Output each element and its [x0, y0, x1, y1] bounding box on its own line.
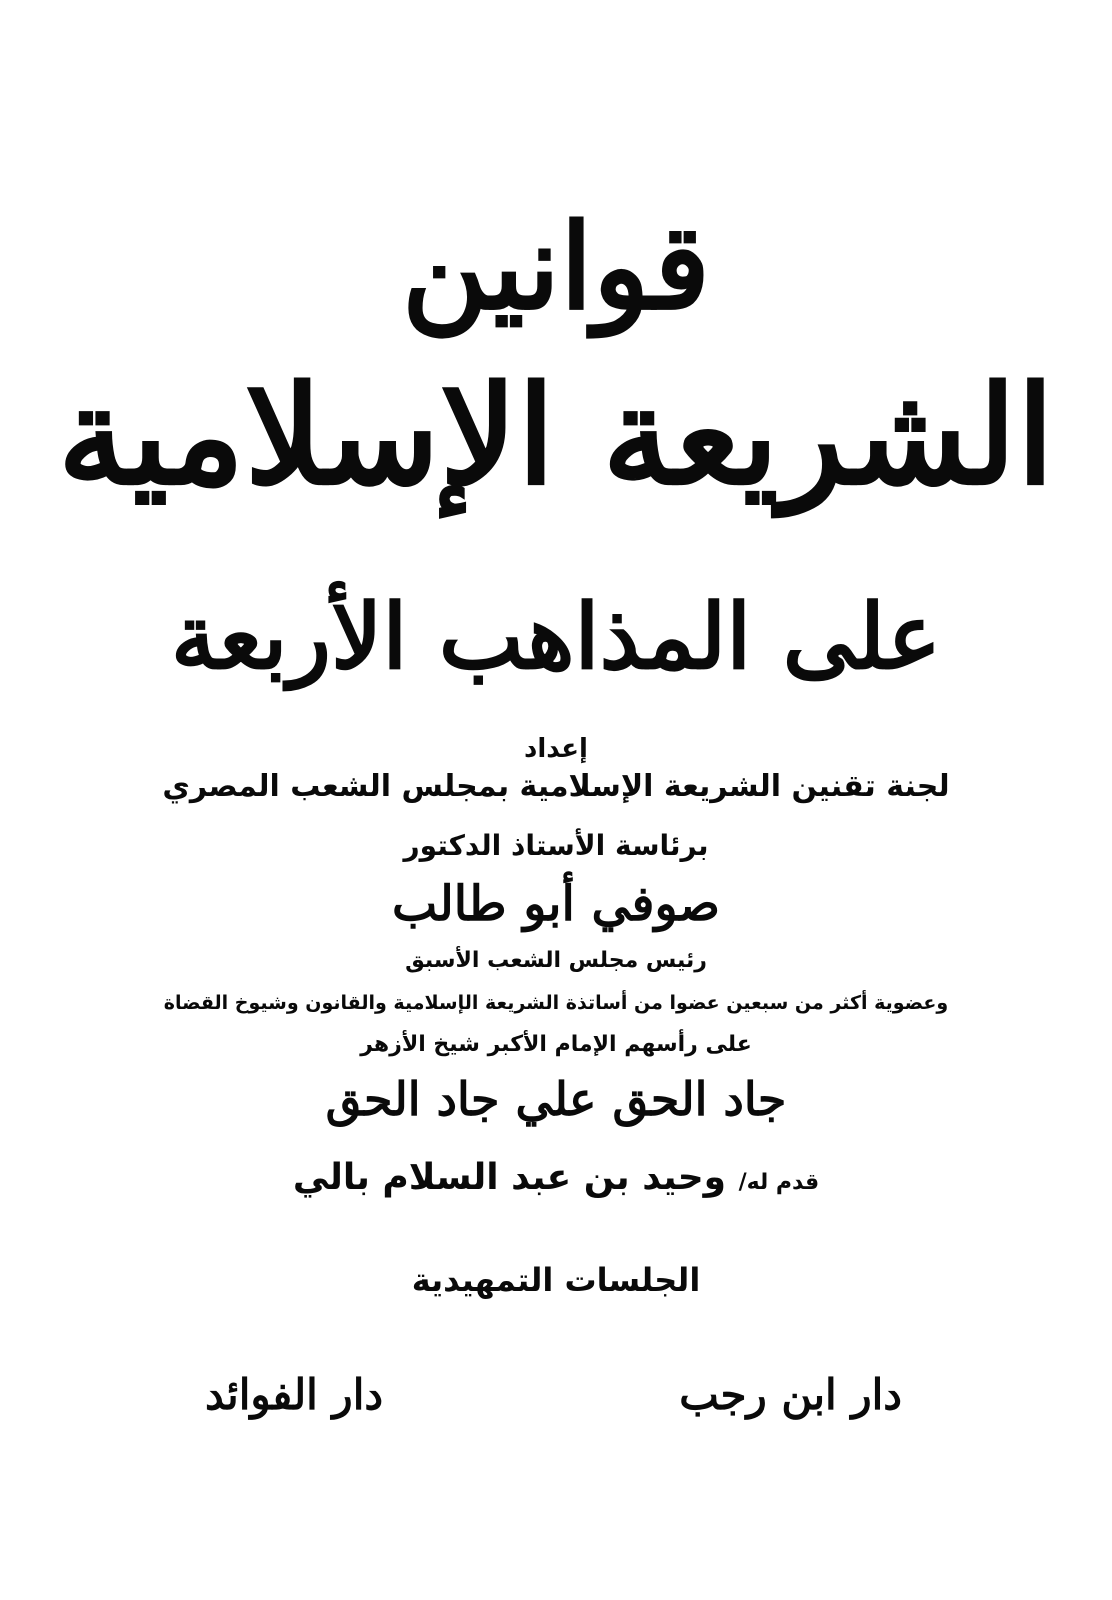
headed-by-line: على رأسهم الإمام الأكبر شيخ الأزهر [360, 1032, 752, 1057]
sheikh-name: جاد الحق علي جاد الحق [325, 1072, 787, 1126]
author-title: رئيس مجلس الشعب الأسبق [405, 948, 707, 973]
publisher-right: دار ابن رجب [679, 1370, 902, 1419]
volume-title: الجلسات التمهيدية [411, 1261, 701, 1299]
publisher-left: دار الفوائد [205, 1370, 384, 1419]
preface-name: وحيد بن عبد السلام بالي [292, 1157, 727, 1198]
title-line-1: قوانين [401, 197, 711, 336]
committee-name: لجنة تقنين الشريعة الإسلامية بمجلس الشعب المصري [162, 769, 950, 804]
prepared-label: إعداد [524, 734, 588, 764]
presidency-label: برئاسة الأستاذ الدكتور [403, 829, 709, 862]
preface-line [0, 1157, 1112, 1198]
title-line-2: الشريعة الإسلامية [57, 356, 1055, 516]
title-line-3: على المذاهب الأربعة [170, 584, 942, 690]
preface-label: قدم له/ [738, 1170, 820, 1195]
author-name: صوفي أبو طالب [391, 876, 720, 932]
members-line: وعضوية أكثر من سبعين عضوا من أساتذة الشريعة الإسلامية والقانون وشيوخ القضاة [163, 992, 949, 1014]
